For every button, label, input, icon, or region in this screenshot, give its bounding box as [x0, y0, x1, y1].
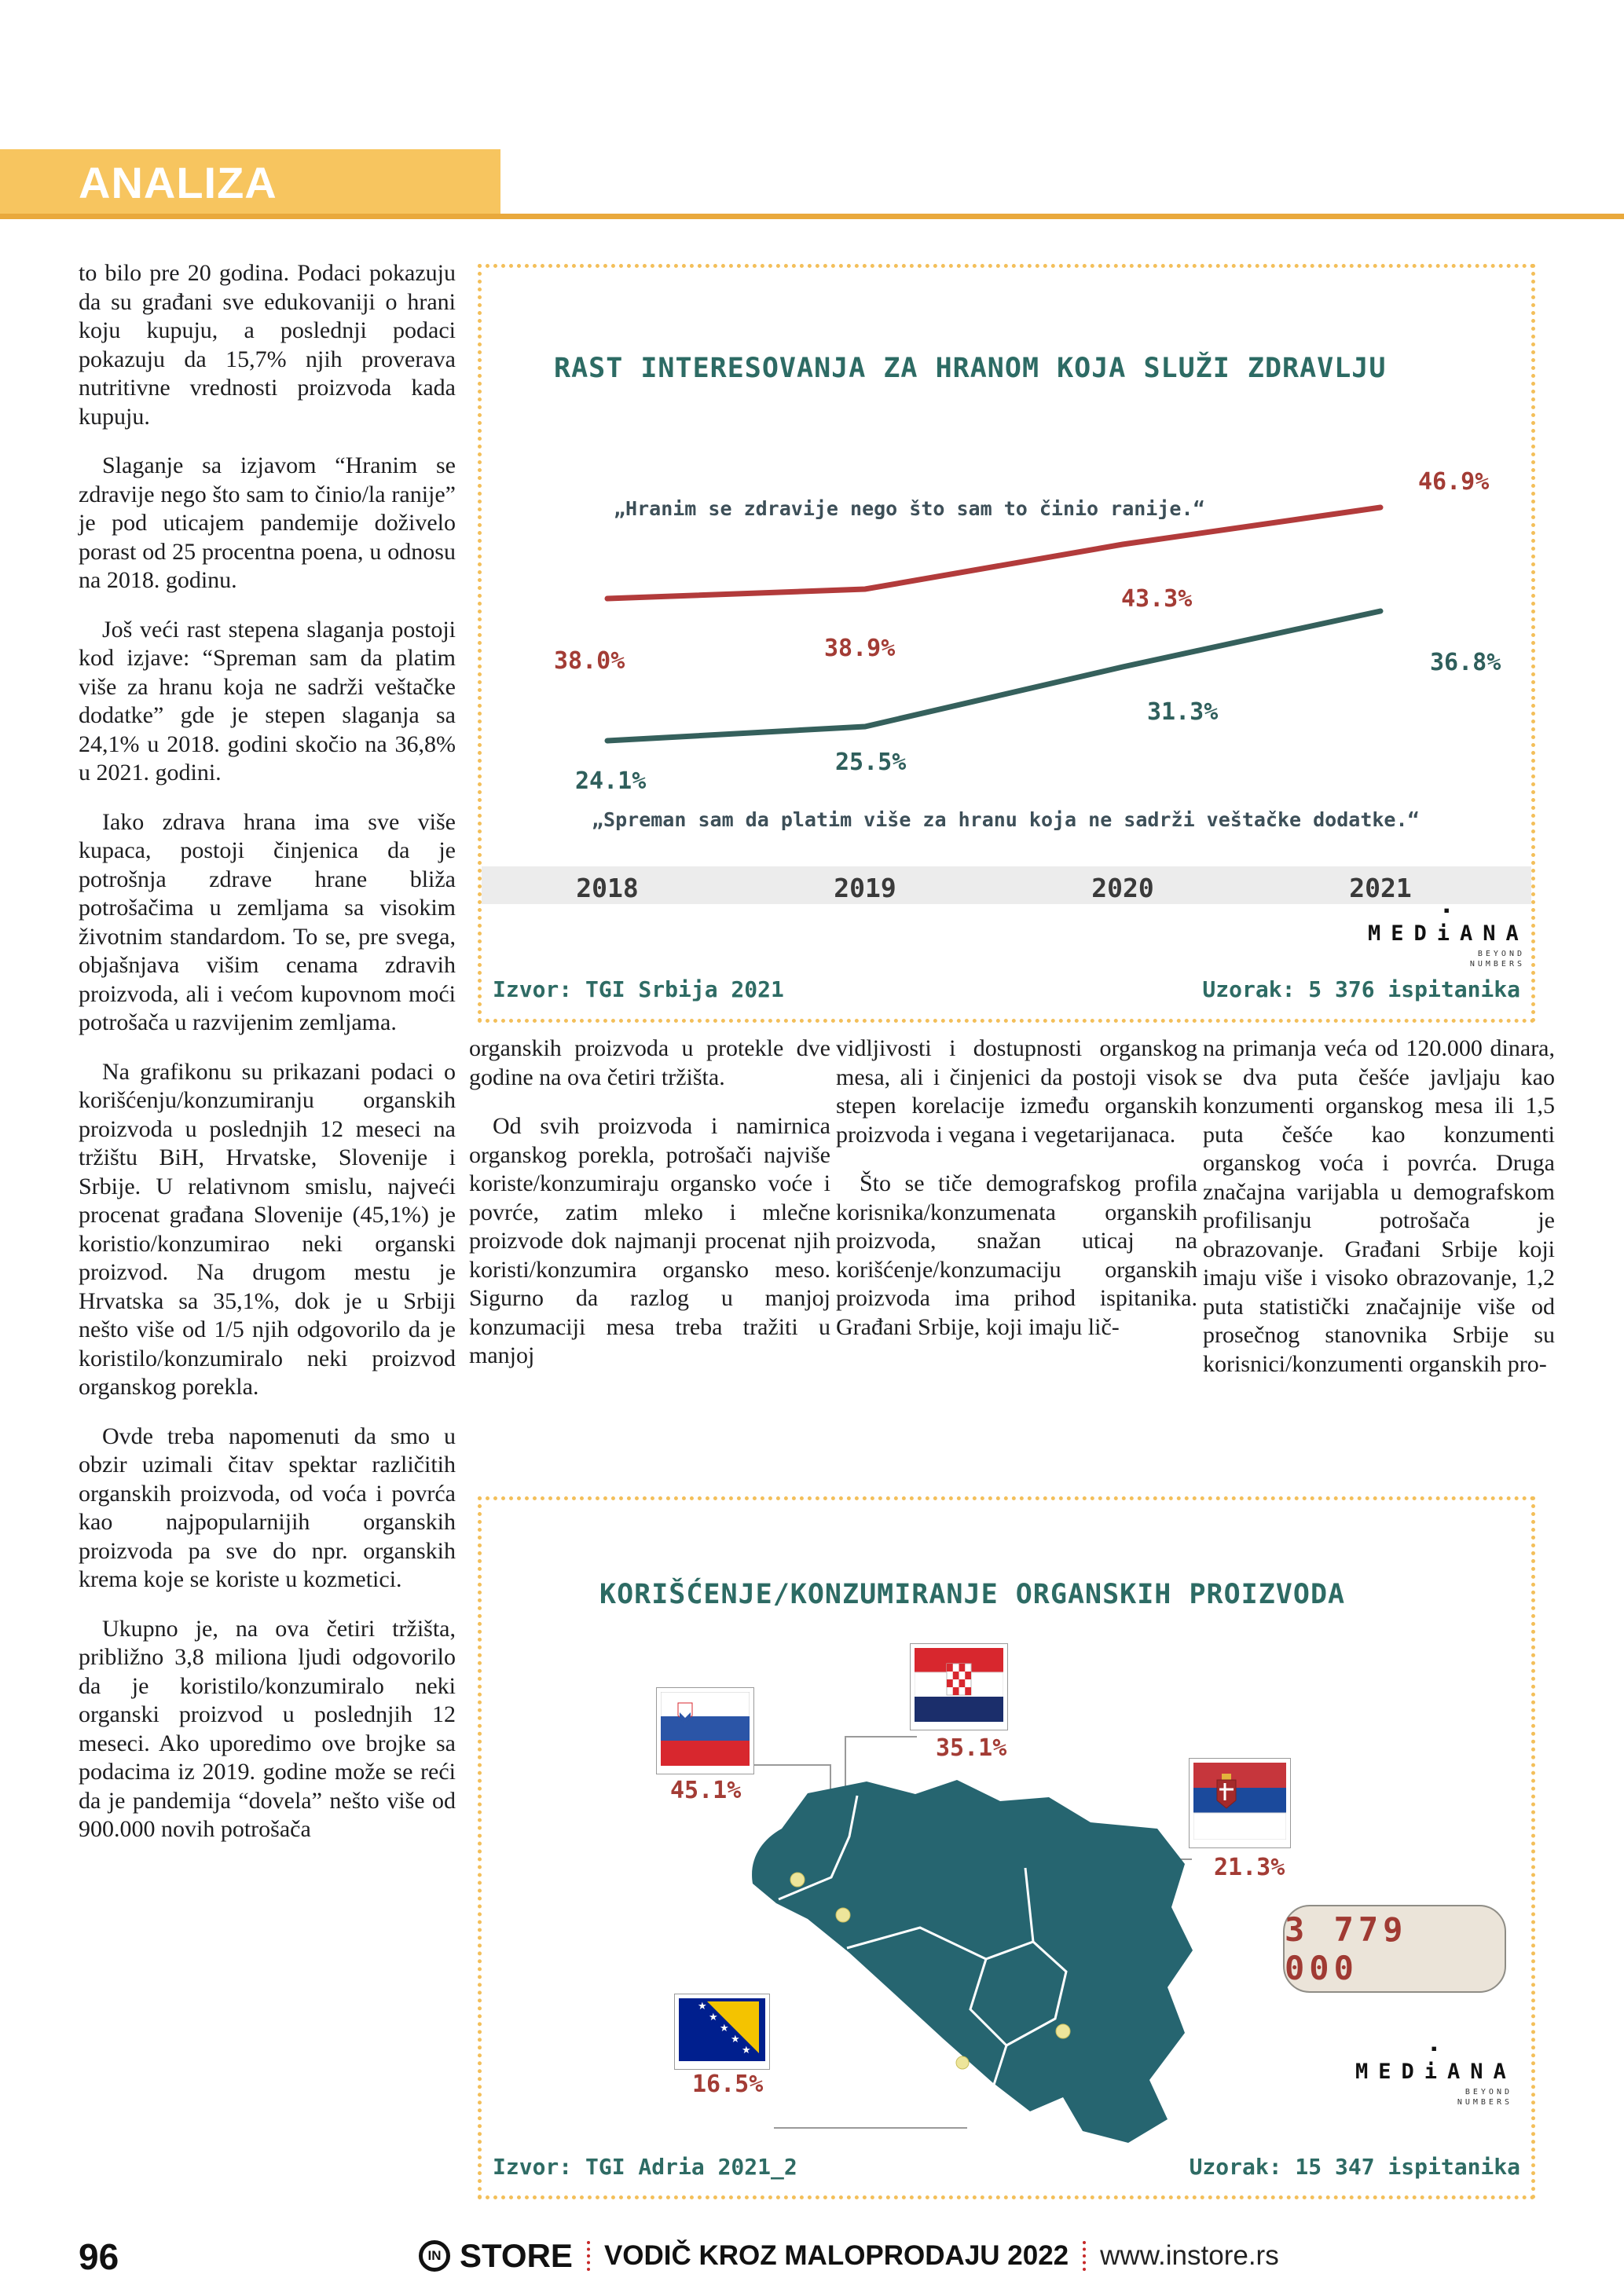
svg-text:★: ★ [720, 2022, 729, 2034]
value-label: 36.8% [1430, 649, 1501, 676]
instore-logo-text: STORE [460, 2237, 573, 2274]
mediana-sub2: NUMBERS [1469, 960, 1525, 969]
mediana2-sub2: NUMBERS [1457, 2098, 1512, 2107]
flag-croatia [910, 1643, 1008, 1730]
chart1-title: RAST INTERESOVANJA ZA HRANOM KOJA SLUŽI ZDRAVLJU [554, 353, 1387, 384]
mediana-logo-dot-2: ▪ [1431, 2042, 1438, 2055]
line-chart-panel [478, 264, 1535, 1023]
line-chart-svg [482, 268, 1531, 1019]
paragraph: Još veći rast stepena slaganja postoji kod izjave: “Spreman sam da platim više za hranu koja ne sadrži veštačke dodatke” gde je stepen slaganja sa 24,1% u 2018. godini skočio na 36,8% u 2021. godini. [79, 616, 456, 785]
flag-serbia [1189, 1758, 1291, 1848]
value-label: 38.0% [554, 647, 625, 675]
article-column-1 [79, 259, 456, 1865]
value-label: 25.5% [835, 749, 907, 776]
svg-text:★: ★ [742, 2044, 751, 2056]
article-column-2 [469, 1034, 830, 1391]
website-url: www.instore.rs [1100, 2240, 1279, 2271]
article-column-3 [836, 1034, 1197, 1362]
paragraph: Što se tiče demografskog profila korisnika/konzumenata organskih proizvoda, snažan uticaj na korišćenje/konzumaciju organskih proizvoda ima prihod ispitanika. Građani Srbije, koji imaju lič- [836, 1170, 1197, 1340]
paragraph: Ukupno je, na ova četiri tržišta, približno 3,8 miliona ljudi odgovorilo da je koristilo/konzumiralo neki organski proizvod u poslednjih 12 meseci. Ako uporedimo ove brojke sa podacima iz 2019. godine može se reći da je pandemija “dovela” nešto više od 900.000 novih potrošača [79, 1615, 456, 1842]
mediana-sub1: BEYOND [1477, 950, 1525, 958]
year-tick-label: 2020 [1091, 873, 1154, 903]
line-series [607, 611, 1380, 741]
flag-bosnia [674, 1994, 770, 2070]
section-banner [0, 149, 500, 218]
value-label: 43.3% [1121, 585, 1193, 613]
city-dot-belgrade [1056, 2024, 1070, 2038]
chart1-sample: Uzorak: 5 376 ispitanika [1202, 976, 1520, 1002]
page-footer [0, 2231, 1624, 2286]
ex-yu-map [733, 1774, 1204, 2159]
chart1-source: Izvor: TGI Srbija 2021 [493, 976, 784, 1002]
paragraph: Na grafikonu su prikazani podaci o korišćenju/konzumiranju organskih proizvoda u poslednjih 12 meseci na tržištu BiH, Hrvatske, Slovenije i Srbije. U relativnom smislu, najveći procenat građana Slovenije (45,1%) je koristio/konzumirao neki organski proizvod. Na drugom mestu je Hrvatska sa 35,1%, dok je u Srbiji nešto više od 1/5 njih odgovorilo da je koristilo/konzumiralo neki proizvod organskog porekla. [79, 1058, 456, 1400]
croatia-checkerboard [947, 1664, 971, 1695]
header-rule [0, 214, 1624, 219]
mediana2-sub1: BEYOND [1465, 2088, 1512, 2096]
year-tick-label: 2019 [834, 873, 896, 903]
mediana-wordmark-2: MEDiANA [1355, 2060, 1516, 2084]
paragraph: na primanja veća od 120.000 dinara, se dva puta češće javljaju kao konzumenti organskog mesa ili 1,5 puta češće kao konzumenti organskog voća i povrća. Druga značajna varijabla u demografskom profilisanju potrošača je obrazovanje. Građani Srbije koji imaju više i visoko obrazovanje, 1,2 puta statistički značajnije više od prosečnog stanovnika Srbije su korisnici/konzumenti organskih pro- [1203, 1035, 1555, 1377]
chart1-series2-quote: „Spreman sam da platim više za hranu koja ne sadrži veštačke dodatke.“ [592, 808, 1420, 831]
paragraph: organskih proizvoda u protekle dve godine na ova četiri tržišta. [469, 1035, 830, 1090]
city-dot-sarajevo [956, 2056, 969, 2069]
paragraph: Od svih proizvoda i namirnica organskog porekla, potrošači najviše koriste/konzumiraju organsko voće i povrće, zatim mleko i mlečne proizvode dok najmanji procenat njih koristi/konzumira organsko meso. Sigurno da razlog u manjoj konzumaciji mesa treba tražiti u manjoj [469, 1113, 830, 1368]
chart2-sample: Uzorak: 15 347 ispitanika [1189, 2154, 1520, 2180]
map-chart-panel [478, 1496, 1535, 2199]
mediana-wordmark: MEDiANA [1368, 921, 1529, 946]
svg-text:★: ★ [698, 2000, 707, 2012]
year-tick-label: 2018 [576, 873, 639, 903]
chart2-title: KORIŠĆENJE/KONZUMIRANJE ORGANSKIH PROIZVODA [599, 1579, 1346, 1610]
mediana-logo-2 [1355, 2042, 1516, 2107]
value-label: 31.3% [1147, 698, 1219, 726]
instore-circle-icon: IN [419, 2240, 450, 2272]
connector-croatia-h [845, 1736, 917, 1738]
city-dot-ljubljana [790, 1873, 805, 1887]
pct-slovenia: 45.1% [670, 1777, 742, 1804]
svg-text:★: ★ [709, 2011, 718, 2023]
svg-text:★: ★ [731, 2033, 740, 2045]
paragraph: Ovde treba napomenuti da smo u obzir uzimali čitav spektar različitih organskih proizvoda, od voća i povrća kao najpopularnijih organskih proizvoda pa sve do npr. organskih krema koje se koriste u kozmetici. [79, 1423, 456, 1592]
chart1-series1-quote: „Hranim se zdravije nego što sam to činio ranije.“ [614, 497, 1205, 520]
footer-separator-icon-2 [1083, 2241, 1086, 2271]
paragraph: Iako zdrava hrana ima sve više kupaca, postoji činjenica da je potrošnja zdrave hrane bliža potrošačima u zemljama sa visokim životnim standardom. To se, pre svega, objašnjava višim cenama zdravih proizvoda, ali i većom kupovnom moći potrošača u razvijenim zemljama. [79, 808, 456, 1035]
value-label: 38.9% [824, 635, 896, 662]
line-series [607, 507, 1380, 599]
guide-title: VODIČ KROZ MALOPRODAJU 2022 [603, 2240, 1069, 2271]
footer-separator-icon [587, 2241, 590, 2271]
value-label: 46.9% [1418, 468, 1490, 496]
value-label: 24.1% [575, 767, 647, 795]
footer-logo-row [419, 2237, 1279, 2275]
section-title: ANALIZA [79, 158, 277, 207]
pct-serbia: 21.3% [1214, 1854, 1285, 1881]
city-dot-zagreb [836, 1908, 850, 1922]
mediana-logo-dot: ▪ [1443, 904, 1450, 917]
paragraph: to bilo pre 20 godina. Podaci pokazuju da su građani sve edukovaniji o hrani koju kupuju, a poslednji podaci pokazuju da 15,7% njih proverava nutritivne vrednosti proizvoda kada kupuju. [79, 260, 456, 430]
article-column-4 [1203, 1034, 1555, 1399]
flag-slovenia [656, 1687, 754, 1774]
page-number: 96 [79, 2236, 119, 2277]
paragraph: vidljivosti i dostupnosti organskog mesa, ali i činjenici da postoji visok stepen korelacije između organskih proizvoda i vegana i vegetarijanaca. [836, 1035, 1197, 1148]
pct-bosnia: 16.5% [692, 2071, 764, 2098]
mediana-logo [1368, 904, 1529, 969]
chart2-source: Izvor: TGI Adria 2021_2 [493, 2154, 797, 2180]
map-landmass [752, 1780, 1193, 2143]
total-users-badge: 3 779 000 [1283, 1905, 1506, 1993]
pct-croatia: 35.1% [936, 1734, 1007, 1762]
paragraph: Slaganje sa izjavom “Hranim se zdravije nego što sam to činio/la ranije” je pod uticajem pandemije doživelo porast od 25 procentna poena, u odnosu na 2018. godinu. [79, 452, 456, 593]
year-tick-label: 2021 [1349, 873, 1412, 903]
